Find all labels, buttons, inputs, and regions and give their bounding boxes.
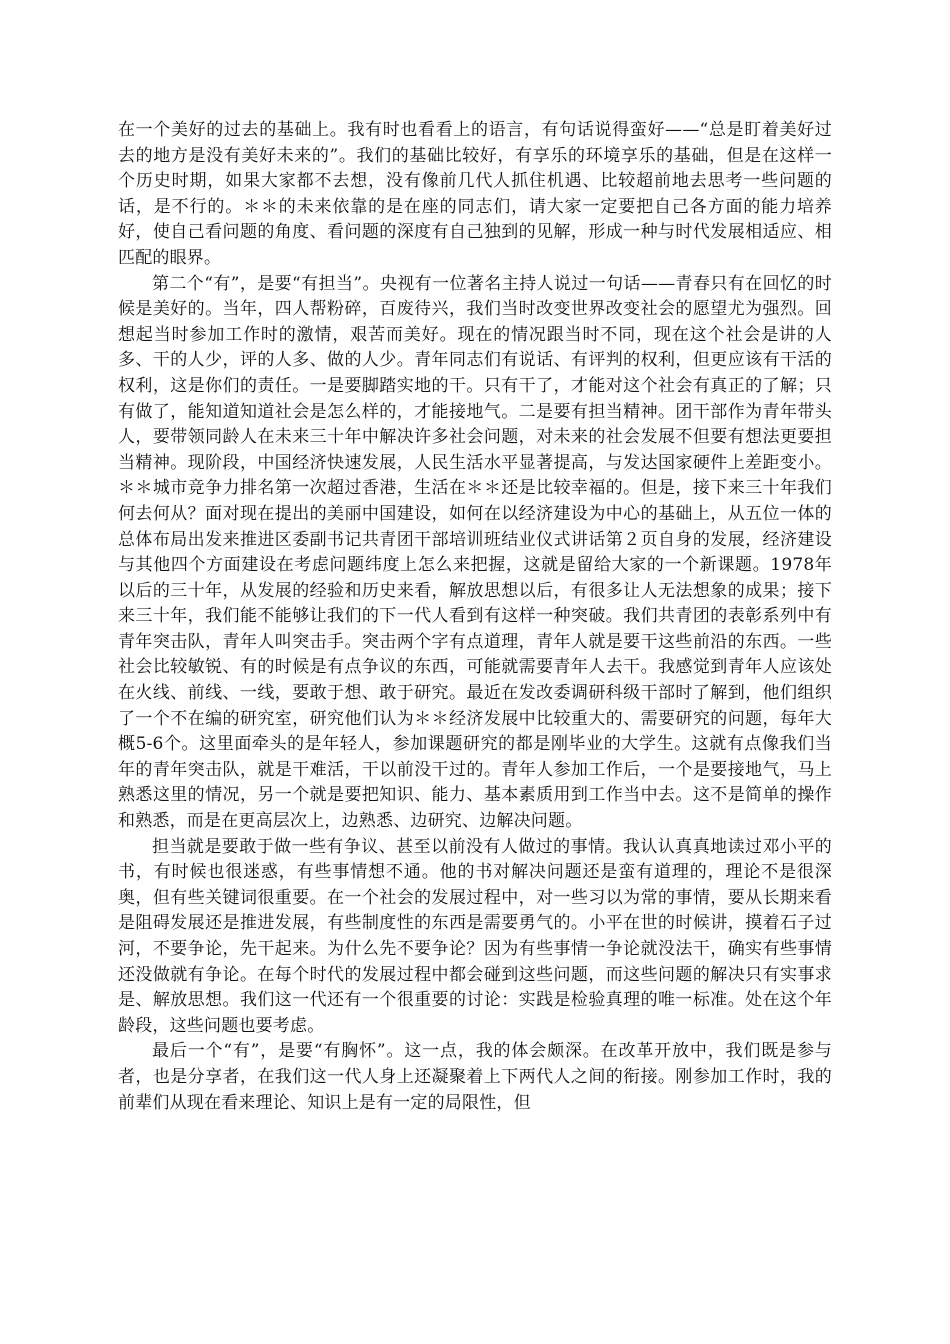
paragraph-courage: 担当就是要敢于做一些有争议、甚至以前没有人做过的事情。我认认真真地读过邓小平的书，有时候也很迷惑，有些事情想不通。他的书对解决问题还是蛮有道理的，理论不是很深奥，但有些关键词很重要。在一个社会的发展过程中，对一些习以为常的事情，要从长期来看是阻碍发展还是推进发展，有些制度性的东西是需要勇气的。小平在世的时候讲，摸着石子过河，不要争论，先干起来。为什么先不要争论？因为有些事情一争论就没法干，确实有些事情还没做就有争论。在每个时代的发展过程中都会碰到这些问题，而这些问题的解决只有实事求是、解放思想。我们这一代还有一个很重要的讨论：实践是检验真理的唯一标准。处在这个年龄段，这些问题也要考虑。 — [118, 836, 832, 1036]
paragraph-vision: 在一个美好的过去的基础上。我有时也看看上的语言，有句话说得蛮好——“总是盯着美好过去的地方是没有美好未来的”。我们的基础比较好，有享乐的环境享乐的基础，但是在这样一个历史时期，如果大家都不去想，没有像前几代人抓住机遇、比较超前地去思考一些问题的话，是不行的。＊＊的未来依靠的是在座的同志们，请大家一定要把自己各方面的能力培养好，使自己看问题的角度、看问题的深度有自己独到的见解，形成一种与时代发展相适应、相匹配的眼界。 — [118, 120, 832, 268]
paragraph-broad-mind: 最后一个“有”，是要“有胸怀”。这一点，我的体会颇深。在改革开放中，我们既是参与者，也是分享者，在我们这一代人身上还凝聚着上下两代人之间的衔接。刚参加工作时，我的前辈们从现在看来理论、知识上是有一定的局限性，但 — [118, 1041, 832, 1113]
document-page — [118, 118, 832, 1116]
paragraph-responsibility: 第二个“有”，是要“有担当”。央视有一位著名主持人说过一句话——青春只有在回忆的时候是美好的。当年，四人帮粉碎，百废待兴，我们当时改变世界改变社会的愿望尤为强烈。回想起当时参加工作时的激情，艰苦而美好。现在的情况跟当时不同，现在这个社会是讲的人多、干的人少，评的人多、做的人少。青年同志们有说话、有评判的权利，但更应该有干活的权利，这是你们的责任。一是要脚踏实地的干。只有干了，才能对这个社会有真正的了解；只有做了，能知道知道社会是怎么样的，才能接地气。二是要有担当精神。团干部作为青年带头人，要带领同龄人在未来三十年中解决许多社会问题，对未来的社会发展不但要有想法更要担当精神。现阶段，中国经济快速发展，人民生活水平显著提高，与发达国家硬件上差距变小。＊＊城市竞争力排名第一次超过香港，生活在＊＊还是比较幸福的。但是，接下来三十年我们何去何从？面对现在提出的美丽中国建设，如何在以经济建设为中心的基础上，从五位一体的总体布局出发来推进区委副书记共青团干部培训班结业仪式讲话第２页自身的发展，经济建设与其他四个方面建设在考虑问题纬度上怎么来把握，这就是留给大家的一个新课题。1978年以后的三十年，从发展的经验和历史来看，解放思想以后，有很多让人无法想象的成果；接下来三十年，我们能不能够让我们的下一代人看到有这样一种突破。我们共青团的表彰系列中有青年突击队，青年人叫突击手。突击两个字有点道理，青年人就是要干这些前沿的东西。一些社会比较敏锐、有的时候是有点争议的东西，可能就需要青年人去干。我感觉到青年人应该处在火线、前线、一线，要敢于想、敢于研究。最近在发改委调研科级干部时了解到，他们组织了一个不在编的研究室，研究他们认为＊＊经济发展中比较重大的、需要研究的问题，每年大概5-6个。这里面牵头的是年轻人，参加课题研究的都是刚毕业的大学生。这就有点像我们当年的青年突击队，就是干难活，干以前没干过的。青年人参加工作后，一个是要接地气，马上熟悉这里的情况，另一个就是要把知识、能力、基本素质用到工作当中去。这不是简单的操作和熟悉，而是在更高层次上，边熟悉、边研究、边解决问题。 — [118, 273, 832, 832]
